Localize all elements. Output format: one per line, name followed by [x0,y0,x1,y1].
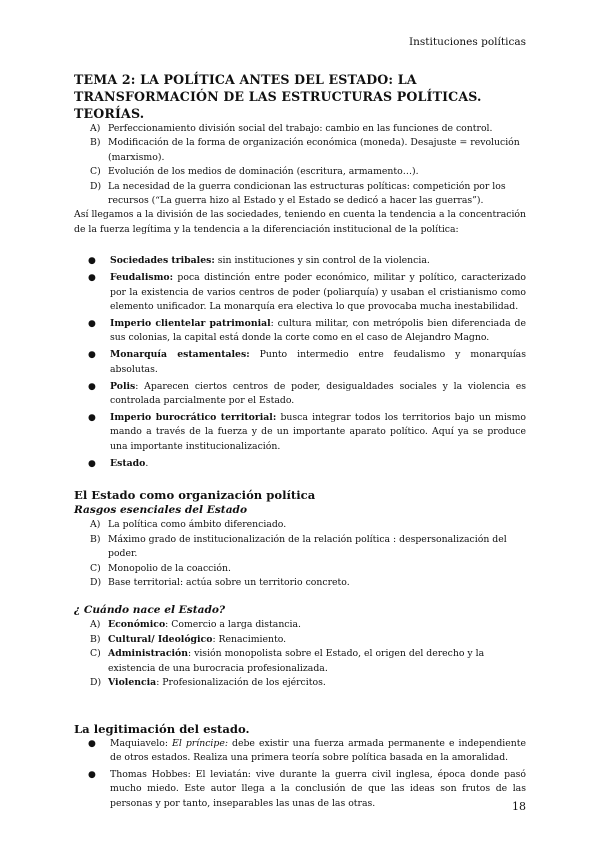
term: Monarquía estamentales: [110,349,250,361]
term: Sociedades tribales: [110,255,215,267]
list-marker: D) [90,577,102,589]
subsection-heading: ¿ Cuándo nace el Estado? [74,604,226,617]
list-item-text: La necesidad de la guerra condicionan las estructuras políticas: competición por los recursos (“La guerra hizo al Estado y el Estado se dedicó a hacer las guerras”). [108,180,506,207]
definition: : Profesionalización de los ejércitos. [156,677,326,689]
term: Imperio clientelar patrimonial [110,317,271,329]
term: Imperio burocrático territorial: [110,411,277,423]
list-item-text: La política como ámbito diferenciado. [108,519,287,531]
list-item [74,768,526,811]
list-item [74,122,526,136]
definition: . [145,457,149,469]
list-item-text: Monopolio de la coacción. [108,562,231,574]
bullet-icon: ● [88,273,96,284]
list-item-text: Modificación de la forma de organización económica (moneda). Desajuste = revolución (marxismo). [108,137,520,163]
list-item [74,618,526,632]
definition: sin instituciones y sin control de la violencia. [214,255,430,267]
list-item [74,633,526,647]
section-heading: La legitimación del estado. [74,721,250,736]
list-item [74,457,526,471]
bullet-icon: ● [88,318,96,329]
bullet-icon: ● [88,458,96,469]
definition: : Renacimiento. [212,633,287,645]
list-item [74,518,526,532]
authors-list [74,737,526,812]
author: Thomas Hobbes: [110,768,196,780]
list-item [74,562,526,576]
list-marker: C) [90,562,101,574]
list-item [74,180,526,209]
definition: poca distinción entre poder económico, militar y político, caracterizado por la existencia de varios centros de poder (poliarquía) y usaban el cristianismo como elemento unificador. La monarquía era electiva lo que provocaba mucha inestabilidad. [110,272,526,312]
definition: : Aparecen ciertos centros de poder, desigualdades sociales y la violencia es controlada parcialmente por el Estado. [110,380,526,406]
list-item [74,136,526,165]
term: Estado [110,457,146,469]
work-title: El leviatán: [195,768,251,780]
list-item-text: Evolución de los medios de dominación (escritura, armamento…). [108,166,419,178]
list-item [74,647,526,676]
list-marker: B) [90,633,101,645]
list-marker: B) [90,137,101,149]
list-item [74,380,526,409]
definition: : Comercio a larga distancia. [165,619,301,631]
list-marker: B) [90,533,101,545]
definition: vive durante la guerra civil inglesa, época donde pasó mucho miedo. Este autor llega a la conclusión de que las ideas son frutos de las personas y por tanto, inseparables las unas de las otras. [110,768,526,809]
list-marker: D) [90,180,102,192]
list-item [74,676,526,690]
bullet-icon: ● [88,350,96,361]
term: Económico [108,619,166,631]
origins-list [74,618,526,690]
list-item [74,411,526,454]
running-header: Instituciones políticas [409,36,526,48]
bullet-icon: ● [88,256,96,267]
chapter-title: TEMA 2: LA POLÍTICA ANTES DEL ESTADO: LA TRANSFORMACIÓN DE LAS ESTRUCTURAS POLÍTICAS. TEORÍAS. [74,72,482,121]
subsection-heading: Rasgos esenciales del Estado [74,504,248,517]
bullet-icon: ● [88,769,96,780]
societies-list [74,254,526,471]
work-title: El príncipe: [172,737,228,749]
list-item [74,576,526,590]
list-item [74,317,526,346]
bullet-icon: ● [88,738,96,749]
spacer [74,590,526,603]
page-number: 18 [512,800,526,813]
list-marker: A) [90,123,101,134]
definition: : cultura militar, con metrópolis bien diferenciada de sus colonias, la capital está donde la corte como en el caso de Alejandro Magno. [110,317,526,344]
list-marker: C) [90,166,101,178]
list-item [74,254,526,268]
definition: debe existir una fuerza armada permanente e independiente de otros estados. Realiza una primera teoría sobre política basada en la amoralidad. [110,737,527,763]
list-marker: A) [90,619,101,631]
term: Violencia [108,677,157,689]
traits-list [74,518,526,590]
list-marker: A) [90,519,101,531]
list-item-text: Base territorial: actúa sobre un territorio concreto. [108,577,350,589]
list-item-text: Perfeccionamiento división social del trabajo: cambio en las funciones de control. [108,123,493,134]
intro-paragraph: Así llegamos a la división de las sociedades, teniendo en cuenta la tendencia a la concentración de la fuerza legítima y la tendencia a la diferenciación institucional de la política: [74,209,526,235]
definition: : visión monopolista sobre el Estado, el origen del derecho y la existencia de una burocracia profesionalizada. [108,648,485,674]
spacer [74,237,526,254]
list-item [74,737,526,766]
definition: busca integrar todos los territorios bajo un mismo mando a través de la fuerza y de un importante aparato político. Aquí ya se produce una importante institucionalización. [110,411,526,452]
bullet-icon: ● [88,381,96,392]
spacer [74,691,526,721]
term: Feudalismo: [110,272,174,284]
list-item [74,348,526,377]
term: Cultural/ Ideológico [108,633,213,645]
list-marker: D) [90,677,102,689]
list-item [74,165,526,179]
page-content [74,71,526,814]
section-heading: El Estado como organización política [74,488,316,503]
list-marker: C) [90,648,101,660]
bullet-icon: ● [88,412,96,423]
list-item-text: Máximo grado de institucionalización de la relación política : despersonalización del poder. [108,533,507,560]
list-item [74,533,526,562]
causes-list [74,122,526,208]
list-item [74,271,526,314]
term: Polis [110,380,136,392]
definition: Punto intermedio entre feudalismo y monarquías absolutas. [110,349,526,375]
spacer [74,473,526,487]
author: Maquiavelo: [110,737,173,749]
term: Administración [108,648,188,660]
